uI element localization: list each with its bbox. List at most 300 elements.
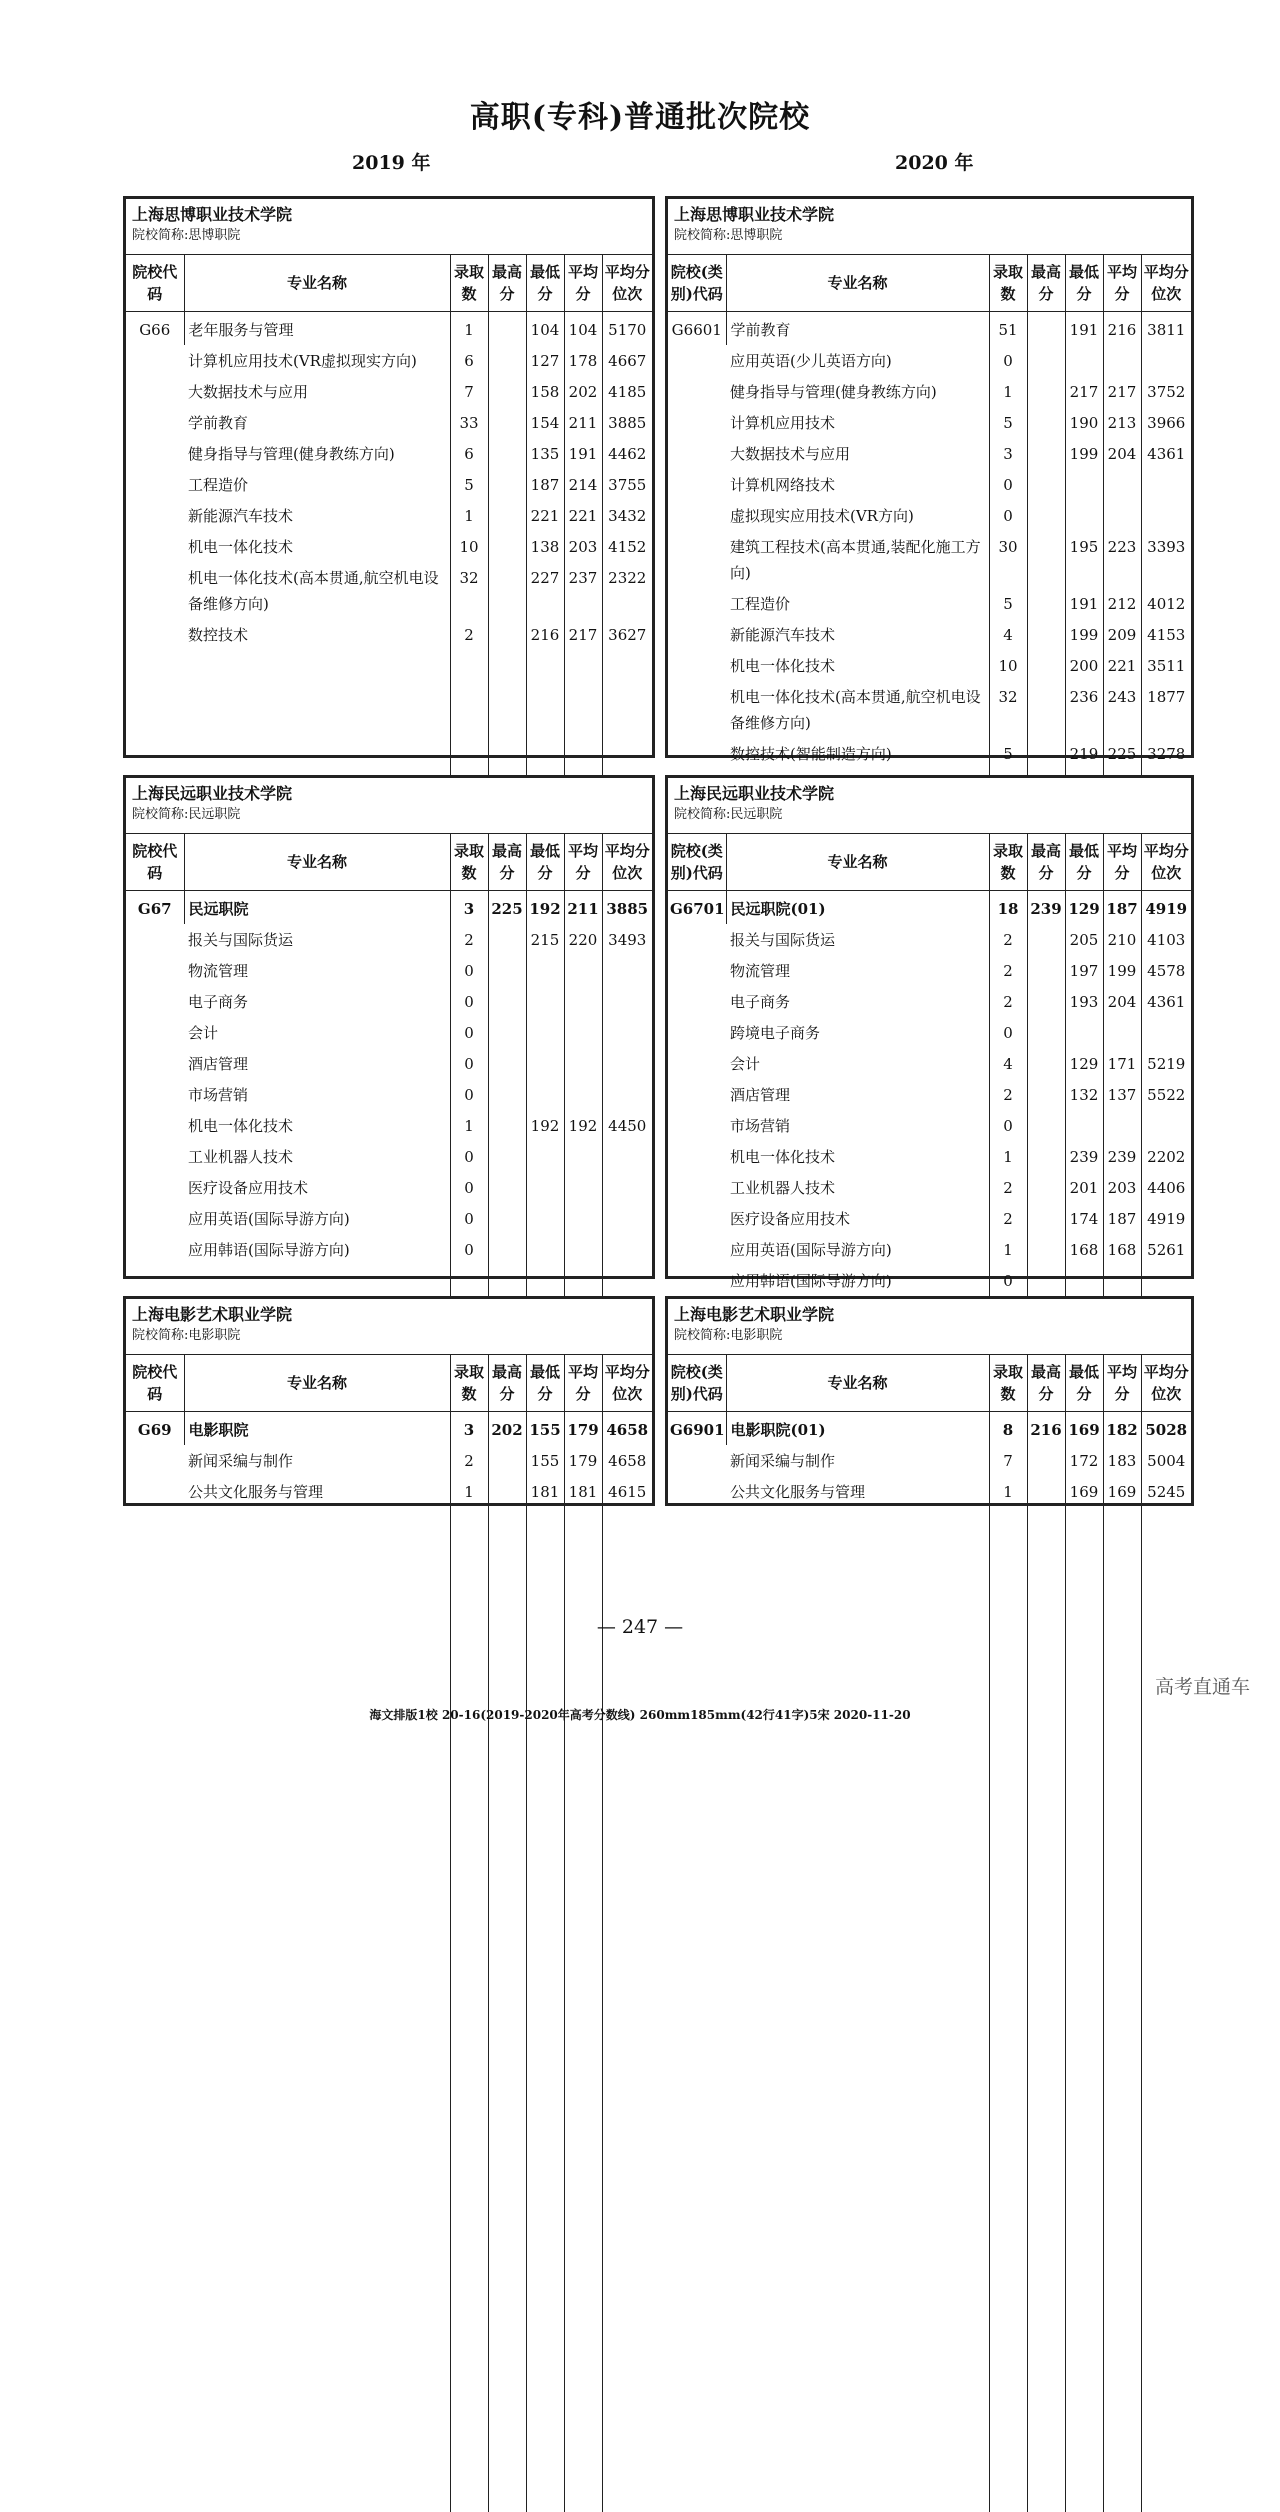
cell-avg-rank: 4406 (1141, 1172, 1191, 1203)
cell-max-score: 225 (488, 891, 526, 925)
cell-min-score: 132 (1065, 1079, 1103, 1110)
cell-min-score: 201 (1065, 1172, 1103, 1203)
cell-admit: 0 (450, 1234, 488, 1265)
header-avg-rank: 平均分位次 (602, 255, 652, 312)
header-avg-rank: 平均分位次 (1141, 255, 1191, 312)
cell-min-score (1065, 1017, 1103, 1048)
major-name: 学前教育 (184, 407, 450, 438)
major-name: 应用韩语(国际导游方向) (726, 1265, 989, 1296)
cell-avg-score (564, 1141, 602, 1172)
cell-max-score (1027, 1141, 1065, 1172)
table-header (126, 1355, 652, 1412)
cell-avg-rank: 4103 (1141, 924, 1191, 955)
cell-min-score (526, 1234, 564, 1265)
year-2020-heading: 2020 年 (895, 148, 974, 175)
cell-min-score (526, 1141, 564, 1172)
cell-avg-score: 223 (1103, 531, 1141, 588)
cell-admit: 18 (989, 891, 1027, 925)
major-name: 健身指导与管理(健身教练方向) (184, 438, 450, 469)
cell-avg-rank: 4667 (602, 345, 652, 376)
cell-avg-score: 221 (1103, 650, 1141, 681)
table-row (668, 1412, 1191, 1446)
cell-max-score: 239 (1027, 891, 1065, 925)
cell-min-score: 158 (526, 376, 564, 407)
cell-avg-rank: 5004 (1141, 1445, 1191, 1476)
cell-avg-rank: 4185 (602, 376, 652, 407)
cell-max-score (488, 500, 526, 531)
cell-min-score (1065, 500, 1103, 531)
cell-admit: 0 (989, 500, 1027, 531)
cell-max-score (1027, 312, 1065, 346)
year-2019-heading: 2019 年 (352, 148, 431, 175)
watermark-label: 高考直通车 (1155, 1672, 1250, 1699)
filler-row (668, 1507, 1191, 2512)
table-row (126, 955, 652, 986)
cell-min-score: 155 (526, 1445, 564, 1476)
table-header (668, 1355, 1191, 1412)
school-short-name: 院校简称:民远职院 (674, 805, 1185, 825)
cell-avg-rank: 1877 (1141, 681, 1191, 738)
cell-admit: 4 (989, 1048, 1027, 1079)
cell-avg-score: 168 (1103, 1234, 1141, 1265)
major-name: 医疗设备应用技术 (726, 1203, 989, 1234)
cell-avg-score: 239 (1103, 1141, 1141, 1172)
cell-max-score (1027, 955, 1065, 986)
major-name: 大数据技术与应用 (184, 376, 450, 407)
major-name: 计算机应用技术(VR虚拟现实方向) (184, 345, 450, 376)
cell-avg-score: 217 (1103, 376, 1141, 407)
cell-max-score (1027, 681, 1065, 738)
major-name: 民远职院 (184, 891, 450, 925)
cell-min-score (526, 1079, 564, 1110)
major-name: 市场营销 (184, 1079, 450, 1110)
table-row (126, 1172, 652, 1203)
cell-min-score: 215 (526, 924, 564, 955)
cell-avg-score: 221 (564, 500, 602, 531)
cell-avg-score: 179 (564, 1412, 602, 1446)
cell-max-score (488, 1445, 526, 1476)
cell-max-score (1027, 438, 1065, 469)
cell-avg-score (564, 1079, 602, 1110)
cell-max-score (488, 438, 526, 469)
header-avg-score: 平均分 (564, 834, 602, 891)
cell-max-score (488, 1476, 526, 1507)
cell-avg-score: 210 (1103, 924, 1141, 955)
cell-min-score: 187 (526, 469, 564, 500)
cell-avg-rank (1141, 345, 1191, 376)
cell-max-score (1027, 407, 1065, 438)
cell-min-score: 168 (1065, 1234, 1103, 1265)
table-row (126, 1476, 652, 1507)
major-name: 物流管理 (184, 955, 450, 986)
cell-min-score: 192 (526, 891, 564, 925)
cell-avg-score: 203 (564, 531, 602, 562)
table-row (668, 407, 1191, 438)
table-row (126, 1412, 652, 1446)
cell-admit: 1 (989, 376, 1027, 407)
cell-max-score (1027, 531, 1065, 588)
cell-admit: 2 (450, 924, 488, 955)
cell-avg-score (564, 986, 602, 1017)
header-major: 专业名称 (726, 1355, 989, 1412)
school-name: 上海电影艺术职业学院 (674, 1304, 1185, 1326)
cell-avg-rank: 2322 (602, 562, 652, 619)
cell-avg-score: 187 (1103, 891, 1141, 925)
cell-avg-score: 203 (1103, 1172, 1141, 1203)
major-name: 报关与国际货运 (184, 924, 450, 955)
table-row (126, 891, 652, 925)
table-row (668, 1079, 1191, 1110)
cell-max-score (1027, 1048, 1065, 1079)
cell-avg-rank: 4462 (602, 438, 652, 469)
school-code: G6601 (668, 312, 726, 1775)
major-name: 机电一体化技术 (184, 531, 450, 562)
major-name: 新能源汽车技术 (184, 500, 450, 531)
table-row (668, 1234, 1191, 1265)
cell-min-score: 191 (1065, 588, 1103, 619)
cell-max-score (1027, 1079, 1065, 1110)
cell-min-score: 191 (1065, 312, 1103, 346)
cell-min-score: 127 (526, 345, 564, 376)
cell-min-score: 192 (526, 1110, 564, 1141)
score-table (126, 1355, 652, 2512)
cell-min-score: 216 (526, 619, 564, 650)
cell-min-score: 169 (1065, 1412, 1103, 1446)
cell-admit: 10 (989, 650, 1027, 681)
header-max-score: 最高分 (488, 255, 526, 312)
table-row (668, 531, 1191, 588)
cell-admit: 7 (989, 1445, 1027, 1476)
major-name: 数控技术(智能制造方向) (726, 738, 989, 769)
cell-avg-score: 199 (1103, 955, 1141, 986)
header-max-score: 最高分 (1027, 834, 1065, 891)
header-avg-score: 平均分 (564, 1355, 602, 1412)
cell-avg-score: 191 (564, 438, 602, 469)
major-name: 应用英语(国际导游方向) (184, 1203, 450, 1234)
cell-admit: 2 (989, 1203, 1027, 1234)
cell-max-score (488, 531, 526, 562)
school-name: 上海民远职业技术学院 (674, 783, 1185, 805)
cell-avg-rank: 3432 (602, 500, 652, 531)
cell-admit: 32 (450, 562, 488, 619)
cell-max-score (1027, 1476, 1065, 1507)
cell-admit: 5 (450, 469, 488, 500)
table-row (668, 469, 1191, 500)
major-name: 机电一体化技术 (726, 650, 989, 681)
cell-min-score: 169 (1065, 1476, 1103, 1507)
cell-admit: 2 (989, 955, 1027, 986)
school-short-name: 院校简称:思博职院 (132, 226, 646, 246)
cell-max-score (1027, 588, 1065, 619)
cell-min-score: 217 (1065, 376, 1103, 407)
cell-max-score (1027, 345, 1065, 376)
major-name: 应用英语(少儿英语方向) (726, 345, 989, 376)
cell-admit: 4 (989, 619, 1027, 650)
header-min-score: 最低分 (526, 1355, 564, 1412)
header-code: 院校代码 (126, 834, 184, 891)
table-row (668, 588, 1191, 619)
cell-avg-rank (1141, 1265, 1191, 1296)
header-major: 专业名称 (726, 834, 989, 891)
cell-avg-score (1103, 1110, 1141, 1141)
table-row (126, 986, 652, 1017)
cell-admit: 51 (989, 312, 1027, 346)
cell-avg-score (1103, 469, 1141, 500)
cell-avg-rank: 4578 (1141, 955, 1191, 986)
table-row (668, 738, 1191, 769)
school-short-name: 院校简称:电影职院 (132, 1326, 646, 1346)
school-code: G69 (126, 1412, 184, 2512)
cell-avg-rank (1141, 469, 1191, 500)
cell-admit: 3 (989, 438, 1027, 469)
cell-max-score (1027, 1265, 1065, 1296)
cell-max-score (488, 312, 526, 346)
cell-min-score: 219 (1065, 738, 1103, 769)
school-block (665, 775, 1194, 1279)
cell-avg-score: 202 (564, 376, 602, 407)
cell-min-score: 104 (526, 312, 564, 346)
header-code: 院校代码 (126, 1355, 184, 1412)
table-row (126, 1445, 652, 1476)
cell-min-score: 205 (1065, 924, 1103, 955)
table-row (126, 312, 652, 346)
cell-admit: 2 (450, 619, 488, 650)
major-name: 应用英语(国际导游方向) (726, 1234, 989, 1265)
header-avg-rank: 平均分位次 (1141, 1355, 1191, 1412)
cell-avg-rank (602, 1079, 652, 1110)
cell-avg-rank: 4153 (1141, 619, 1191, 650)
major-name: 酒店管理 (184, 1048, 450, 1079)
cell-min-score (1065, 1110, 1103, 1141)
cell-avg-rank (602, 1172, 652, 1203)
header-max-score: 最高分 (1027, 1355, 1065, 1412)
cell-avg-rank: 4450 (602, 1110, 652, 1141)
school-name: 上海民远职业技术学院 (132, 783, 646, 805)
cell-min-score: 129 (1065, 891, 1103, 925)
table-row (668, 376, 1191, 407)
table-row (126, 1048, 652, 1079)
cell-admit: 0 (450, 1141, 488, 1172)
cell-avg-score: 169 (1103, 1476, 1141, 1507)
cell-avg-rank (1141, 500, 1191, 531)
cell-admit: 5 (989, 738, 1027, 769)
cell-admit: 0 (989, 1110, 1027, 1141)
cell-max-score (488, 924, 526, 955)
cell-max-score (1027, 500, 1065, 531)
header-admit: 录取数 (450, 255, 488, 312)
major-name: 虚拟现实应用技术(VR方向) (726, 500, 989, 531)
cell-min-score: 236 (1065, 681, 1103, 738)
cell-avg-score: 192 (564, 1110, 602, 1141)
major-name: 新闻采编与制作 (726, 1445, 989, 1476)
header-min-score: 最低分 (1065, 255, 1103, 312)
cell-max-score (488, 1172, 526, 1203)
major-name: 会计 (726, 1048, 989, 1079)
cell-avg-score (1103, 1265, 1141, 1296)
cell-min-score: 193 (1065, 986, 1103, 1017)
school-block (123, 775, 655, 1279)
table-row (126, 469, 652, 500)
header-major: 专业名称 (184, 834, 450, 891)
major-name: 机电一体化技术(高本贯通,航空机电设备维修方向) (184, 562, 450, 619)
cell-min-score: 199 (1065, 438, 1103, 469)
cell-avg-score (564, 1172, 602, 1203)
major-name: 电子商务 (726, 986, 989, 1017)
header-admit: 录取数 (450, 834, 488, 891)
table-row (668, 650, 1191, 681)
cell-max-score (1027, 1172, 1065, 1203)
page-number: — 247 — (0, 1616, 1280, 1638)
cell-avg-score (1103, 1017, 1141, 1048)
table-row (668, 500, 1191, 531)
cell-min-score: 239 (1065, 1141, 1103, 1172)
cell-min-score: 135 (526, 438, 564, 469)
cell-admit: 0 (450, 955, 488, 986)
cell-avg-rank: 3966 (1141, 407, 1191, 438)
cell-min-score (526, 986, 564, 1017)
major-name: 计算机应用技术 (726, 407, 989, 438)
header-avg-score: 平均分 (1103, 834, 1141, 891)
cell-avg-rank: 2202 (1141, 1141, 1191, 1172)
cell-max-score (1027, 924, 1065, 955)
cell-min-score: 138 (526, 531, 564, 562)
header-admit: 录取数 (450, 1355, 488, 1412)
table-row (668, 891, 1191, 925)
cell-admit: 1 (989, 1141, 1027, 1172)
table-row (668, 345, 1191, 376)
cell-max-score (1027, 1234, 1065, 1265)
cell-avg-rank: 4658 (602, 1445, 652, 1476)
header-min-score: 最低分 (526, 834, 564, 891)
cell-avg-rank: 4919 (1141, 891, 1191, 925)
cell-min-score: 172 (1065, 1445, 1103, 1476)
cell-avg-score: 216 (1103, 312, 1141, 346)
major-name: 机电一体化技术 (184, 1110, 450, 1141)
header-admit: 录取数 (989, 834, 1027, 891)
cell-avg-rank (1141, 1017, 1191, 1048)
table-row (126, 1141, 652, 1172)
cell-admit: 0 (989, 469, 1027, 500)
cell-avg-rank: 5522 (1141, 1079, 1191, 1110)
table-row (126, 531, 652, 562)
cell-admit: 1 (450, 1110, 488, 1141)
cell-max-score (488, 345, 526, 376)
cell-admit: 0 (450, 1048, 488, 1079)
cell-avg-score: 187 (1103, 1203, 1141, 1234)
cell-avg-rank: 4658 (602, 1412, 652, 1446)
filler-row (126, 1507, 652, 2512)
cell-avg-rank: 4615 (602, 1476, 652, 1507)
major-name: 酒店管理 (726, 1079, 989, 1110)
major-name: 民远职院(01) (726, 891, 989, 925)
table-row (668, 1141, 1191, 1172)
cell-avg-rank: 4919 (1141, 1203, 1191, 1234)
cell-max-score (1027, 738, 1065, 769)
cell-admit: 6 (450, 438, 488, 469)
cell-avg-score: 204 (1103, 438, 1141, 469)
cell-avg-rank: 4361 (1141, 438, 1191, 469)
cell-admit: 0 (450, 1172, 488, 1203)
cell-avg-rank: 4152 (602, 531, 652, 562)
cell-admit: 3 (450, 891, 488, 925)
cell-avg-rank: 3393 (1141, 531, 1191, 588)
table-row (668, 1445, 1191, 1476)
cell-avg-rank: 5245 (1141, 1476, 1191, 1507)
table-row (126, 1079, 652, 1110)
cell-admit: 0 (450, 986, 488, 1017)
cell-avg-score: 217 (564, 619, 602, 650)
header-avg-rank: 平均分位次 (1141, 834, 1191, 891)
cell-max-score (488, 986, 526, 1017)
school-code: G6701 (668, 891, 726, 2302)
cell-avg-rank: 3493 (602, 924, 652, 955)
cell-admit: 33 (450, 407, 488, 438)
cell-max-score (488, 1110, 526, 1141)
table-row (668, 1110, 1191, 1141)
cell-max-score (488, 407, 526, 438)
cell-max-score (488, 1234, 526, 1265)
school-short-name: 院校简称:思博职院 (674, 226, 1185, 246)
cell-admit: 8 (989, 1412, 1027, 1446)
school-block (665, 196, 1194, 758)
header-code: 院校(类别)代码 (668, 1355, 726, 1412)
school-block (123, 196, 655, 758)
header-min-score: 最低分 (526, 255, 564, 312)
cell-admit: 2 (989, 986, 1027, 1017)
cell-admit: 1 (450, 312, 488, 346)
cell-admit: 0 (450, 1079, 488, 1110)
cell-avg-score: 204 (1103, 986, 1141, 1017)
table-row (126, 500, 652, 531)
cell-avg-rank (602, 1048, 652, 1079)
cell-avg-score: 225 (1103, 738, 1141, 769)
cell-avg-score: 209 (1103, 619, 1141, 650)
cell-avg-rank: 3627 (602, 619, 652, 650)
cell-min-score: 200 (1065, 650, 1103, 681)
cell-max-score (1027, 469, 1065, 500)
cell-max-score (488, 1079, 526, 1110)
major-name: 计算机网络技术 (726, 469, 989, 500)
table-row (668, 1017, 1191, 1048)
cell-max-score (1027, 619, 1065, 650)
major-name: 应用韩语(国际导游方向) (184, 1234, 450, 1265)
cell-admit: 6 (450, 345, 488, 376)
table-row (668, 619, 1191, 650)
cell-avg-rank (602, 1141, 652, 1172)
cell-admit: 2 (989, 1079, 1027, 1110)
cell-min-score: 227 (526, 562, 564, 619)
major-name: 工程造价 (184, 469, 450, 500)
table-row (126, 562, 652, 619)
header-code: 院校(类别)代码 (668, 255, 726, 312)
cell-max-score (488, 619, 526, 650)
cell-admit: 2 (989, 1172, 1027, 1203)
cell-min-score: 199 (1065, 619, 1103, 650)
major-name: 数控技术 (184, 619, 450, 650)
cell-admit: 32 (989, 681, 1027, 738)
major-name: 公共文化服务与管理 (184, 1476, 450, 1507)
cell-avg-score: 137 (1103, 1079, 1141, 1110)
cell-min-score: 197 (1065, 955, 1103, 986)
cell-max-score (1027, 376, 1065, 407)
cell-avg-score (1103, 500, 1141, 531)
major-name: 工业机器人技术 (726, 1172, 989, 1203)
print-footer: 海文排版1校 20-16(2019-2020年高考分数线) 260mm185mm(42行41字)5宋 2020-11-20 (0, 1706, 1280, 1723)
cell-max-score: 202 (488, 1412, 526, 1446)
table-row (668, 438, 1191, 469)
major-name: 电影职院 (184, 1412, 450, 1446)
major-name: 医疗设备应用技术 (184, 1172, 450, 1203)
